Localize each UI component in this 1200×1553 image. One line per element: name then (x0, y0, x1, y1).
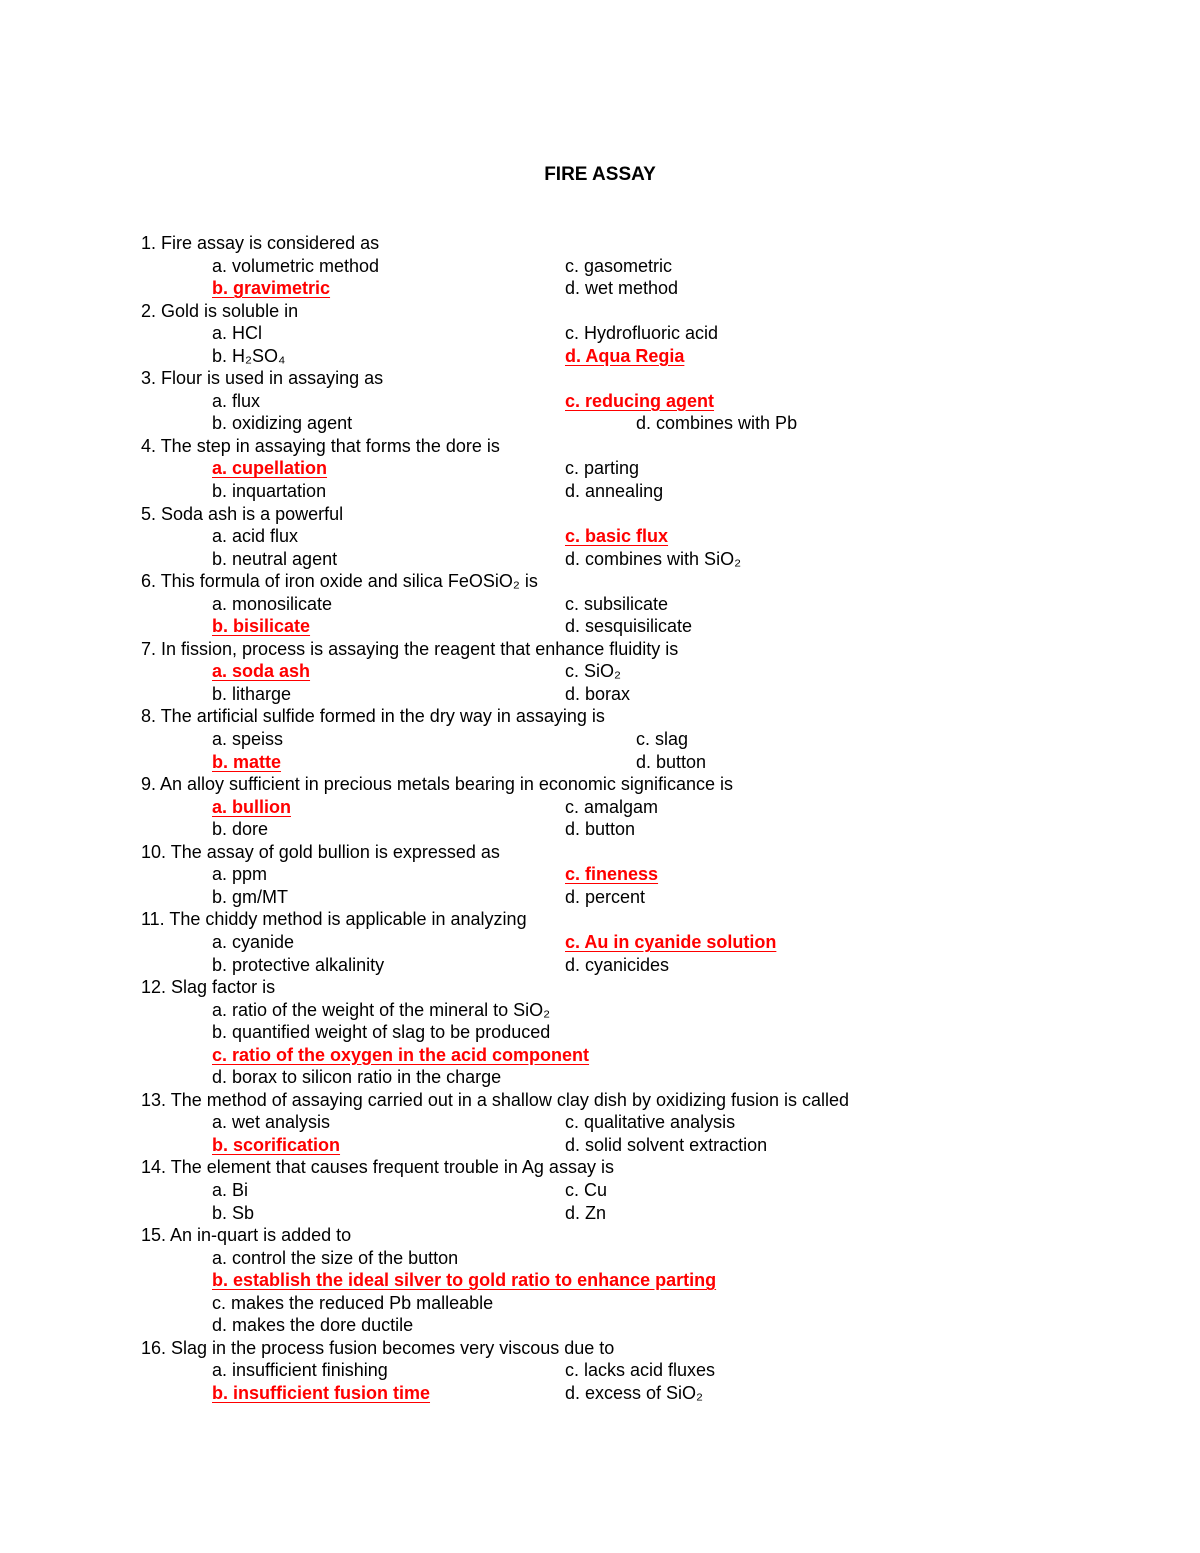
question-row (141, 908, 1181, 931)
option-row (141, 818, 1181, 841)
question-row (141, 570, 1181, 593)
option-row (141, 1066, 1181, 1089)
correct-answer-option: b. gravimetric (212, 278, 331, 299)
answer-option: b. litharge (212, 683, 292, 704)
answer-option: d. makes the dore ductile (212, 1315, 414, 1336)
answer-option: c. SiO₂ (565, 661, 621, 682)
answer-option: d. borax (565, 683, 631, 704)
answer-option: d. cyanicides (565, 954, 670, 975)
question-row (141, 1089, 1181, 1112)
answer-option: a. flux (212, 390, 261, 411)
question-text: 5. Soda ash is a powerful (141, 503, 344, 524)
question-row (141, 367, 1181, 390)
correct-answer-option: b. bisilicate (212, 616, 311, 637)
correct-answer-option: b. matte (212, 751, 282, 772)
correct-answer-option: c. fineness (565, 864, 659, 885)
option-row (141, 255, 1181, 278)
correct-answer-option: c. basic flux (565, 526, 669, 547)
answer-option: d. borax to silicon ratio in the charge (212, 1067, 502, 1088)
answer-option: b. Sb (212, 1202, 255, 1223)
option-row (141, 548, 1181, 571)
answer-option: b. H₂SO₄ (212, 345, 286, 366)
correct-answer-option: c. reducing agent (565, 390, 715, 411)
answer-option: b. quantified weight of slag to be produced (212, 1022, 551, 1043)
question-text: 16. Slag in the process fusion becomes very viscous due to (141, 1337, 615, 1358)
answer-option: b. inquartation (212, 481, 327, 502)
option-row (141, 1247, 1181, 1270)
question-row (141, 503, 1181, 526)
option-row (141, 954, 1181, 977)
option-row (141, 728, 1181, 751)
question-text: 15. An in-quart is added to (141, 1225, 352, 1246)
option-row (141, 1134, 1181, 1157)
answer-option: c. Hydrofluoric acid (565, 323, 719, 344)
question-text: 2. Gold is soluble in (141, 300, 299, 321)
question-row (141, 1156, 1181, 1179)
option-row (141, 525, 1181, 548)
option-row (141, 1111, 1181, 1134)
answer-option: d. Zn (565, 1202, 607, 1223)
option-row (141, 1382, 1181, 1405)
page-title: FIRE ASSAY (544, 164, 656, 185)
question-text: 12. Slag factor is (141, 977, 276, 998)
question-row (141, 232, 1181, 255)
question-list (141, 232, 1181, 1404)
answer-option: d. percent (565, 886, 646, 907)
answer-option: a. volumetric method (212, 255, 380, 276)
question-row (141, 1337, 1181, 1360)
correct-answer-option: c. Au in cyanide solution (565, 931, 777, 952)
question-text: 10. The assay of gold bullion is expressed as (141, 841, 500, 862)
answer-option: c. subsilicate (565, 593, 669, 614)
correct-answer-option: d. Aqua Regia (565, 345, 685, 366)
question-row (141, 300, 1181, 323)
answer-option: a. control the size of the button (212, 1247, 459, 1268)
answer-option: b. gm/MT (212, 886, 289, 907)
answer-option: d. wet method (565, 278, 679, 299)
option-row (141, 1314, 1181, 1337)
option-row (141, 1269, 1181, 1292)
answer-option: a. HCl (212, 323, 263, 344)
answer-option: c. lacks acid fluxes (565, 1360, 716, 1381)
option-row (141, 1021, 1181, 1044)
question-row (141, 976, 1181, 999)
question-row (141, 773, 1181, 796)
correct-answer-option: a. soda ash (212, 661, 311, 682)
option-row (141, 751, 1181, 774)
answer-option: d. annealing (565, 481, 664, 502)
answer-option: b. protective alkalinity (212, 954, 385, 975)
option-row (141, 796, 1181, 819)
answer-option: a. monosilicate (212, 593, 333, 614)
answer-option: d. sesquisilicate (565, 616, 693, 637)
question-text: 7. In fission, process is assaying the reagent that enhance fluidity is (141, 638, 679, 659)
answer-option: c. amalgam (565, 796, 659, 817)
correct-answer-option: a. cupellation (212, 458, 328, 479)
answer-option: d. button (565, 819, 636, 840)
option-row (141, 1359, 1181, 1382)
question-text: 6. This formula of iron oxide and silica FeOSiO₂ is (141, 571, 538, 592)
question-row (141, 638, 1181, 661)
option-row (141, 1179, 1181, 1202)
question-text: 8. The artificial sulfide formed in the dry way in assaying is (141, 706, 605, 727)
answer-option: c. parting (565, 458, 640, 479)
correct-answer-option: b. insufficient fusion time (212, 1382, 431, 1403)
answer-option: c. qualitative analysis (565, 1112, 736, 1133)
option-row (141, 615, 1181, 638)
correct-answer-option: c. ratio of the oxygen in the acid component (212, 1044, 590, 1065)
option-row (141, 863, 1181, 886)
option-row (141, 1044, 1181, 1067)
answer-option: d. solid solvent extraction (565, 1134, 768, 1155)
question-text: 9. An alloy sufficient in precious metals bearing in economic significance is (141, 774, 733, 795)
option-row (141, 390, 1181, 413)
answer-option: b. oxidizing agent (212, 413, 353, 434)
option-row (141, 593, 1181, 616)
question-text: 3. Flour is used in assaying as (141, 368, 384, 389)
question-text: 14. The element that causes frequent trouble in Ag assay is (141, 1157, 614, 1178)
option-row (141, 1292, 1181, 1315)
option-row (141, 999, 1181, 1022)
option-row (141, 660, 1181, 683)
answer-option: a. Bi (212, 1179, 249, 1200)
question-row (141, 1224, 1181, 1247)
correct-answer-option: b. scorification (212, 1134, 341, 1155)
answer-option: a. cyanide (212, 931, 295, 952)
option-row (141, 277, 1181, 300)
option-row (141, 1202, 1181, 1225)
answer-option: c. gasometric (565, 255, 673, 276)
answer-option: a. speiss (212, 729, 284, 750)
answer-option: a. insufficient finishing (212, 1360, 388, 1381)
option-row (141, 480, 1181, 503)
answer-option: b. dore (212, 819, 269, 840)
answer-option: c. makes the reduced Pb malleable (212, 1292, 494, 1313)
answer-option: d. excess of SiO₂ (565, 1382, 704, 1403)
answer-option: d. combines with Pb (636, 413, 798, 434)
answer-option: c. slag (636, 729, 689, 750)
answer-option: b. neutral agent (212, 548, 338, 569)
option-row (141, 886, 1181, 909)
option-row (141, 683, 1181, 706)
answer-option: a. ratio of the weight of the mineral to SiO₂ (212, 999, 551, 1020)
question-text: 11. The chiddy method is applicable in analyzing (141, 909, 527, 930)
correct-answer-option: b. establish the ideal silver to gold ratio to enhance parting (212, 1270, 717, 1291)
correct-answer-option: a. bullion (212, 796, 291, 817)
question-row (141, 841, 1181, 864)
answer-option: d. button (636, 751, 707, 772)
question-text: 4. The step in assaying that forms the dore is (141, 435, 500, 456)
answer-option: a. acid flux (212, 526, 299, 547)
question-text: 1. Fire assay is considered as (141, 233, 380, 253)
answer-option: a. wet analysis (212, 1112, 331, 1133)
answer-option: d. combines with SiO₂ (565, 548, 742, 569)
option-row (141, 412, 1181, 435)
option-row (141, 322, 1181, 345)
option-row (141, 931, 1181, 954)
answer-option: c. Cu (565, 1179, 608, 1200)
answer-option: a. ppm (212, 864, 268, 885)
question-text: 13. The method of assaying carried out in a shallow clay dish by oxidizing fusion is called (141, 1089, 850, 1110)
option-row (141, 345, 1181, 368)
question-row (141, 435, 1181, 458)
question-row (141, 705, 1181, 728)
option-row (141, 457, 1181, 480)
